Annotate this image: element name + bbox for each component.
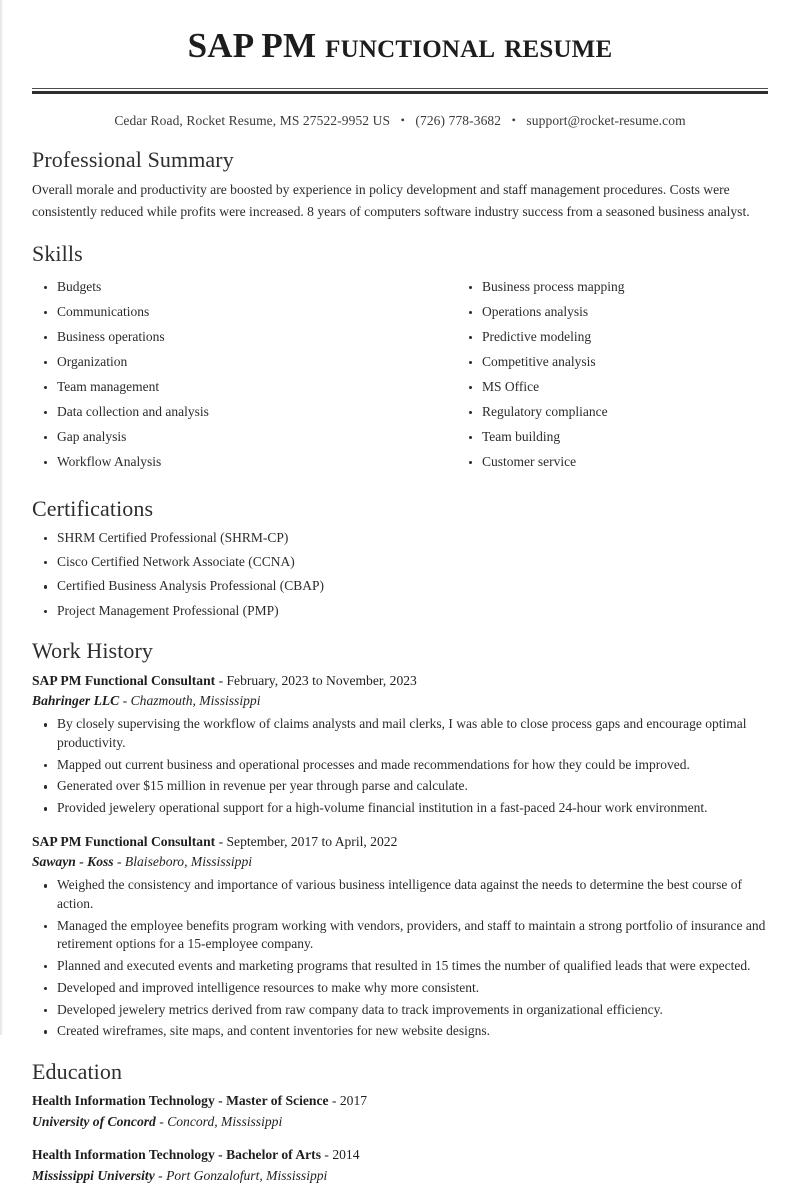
skill-item: Workflow Analysis	[32, 453, 400, 471]
job-title: SAP PM Functional Consultant	[32, 833, 216, 849]
skills-list-left	[32, 278, 400, 471]
job-bullet-item: Provided jewelery operational support for a high-volume financial institution in a fast-paced 24-hour work environment.	[32, 799, 768, 817]
section-education	[32, 1058, 768, 1186]
skills-column-right	[400, 274, 768, 478]
job-bullet-item: Weighed the consistency and importance of various business intelligence data against the needs to determine the best course of action.	[32, 876, 768, 913]
job-bullet-item: Created wireframes, site maps, and content inventories for new website designs.	[32, 1022, 768, 1040]
section-heading-education: Education	[32, 1058, 123, 1084]
skills-list-right	[457, 278, 768, 471]
job-bullet-item: Developed jewelery metrics derived from raw company data to track improvements in organizational efficiency.	[32, 1001, 768, 1019]
job-dates: September, 2017 to April, 2022	[226, 833, 398, 849]
job-bullet-item: Planned and executed events and marketing programs that resulted in 15 times the number of qualified leads that were expected.	[32, 957, 768, 975]
title-word-resume: resume	[504, 26, 613, 65]
education-location: Concord, Mississippi	[167, 1113, 283, 1129]
contact-address: Cedar Road, Rocket Resume, MS 27522-9952 US	[114, 112, 391, 128]
section-heading-certifications: Certifications	[32, 496, 154, 522]
section-skills	[32, 240, 768, 478]
skill-item: Regulatory compliance	[457, 403, 768, 421]
skills-column-left	[32, 274, 400, 478]
education-entries	[32, 1091, 768, 1186]
job-company-line	[32, 691, 768, 711]
job-bullet-item: Managed the employee benefits program working with vendors, providers, and staff to maintain a strong portfolio of insurance and retirement options for a 15-employee company.	[32, 917, 768, 954]
education-school: Mississippi University	[32, 1167, 155, 1183]
section-professional-summary	[32, 146, 768, 224]
skill-item: Competitive analysis	[457, 353, 768, 371]
job-location: Blaiseboro, Mississippi	[124, 854, 253, 870]
job-company-line	[32, 852, 768, 872]
education-separator: -	[154, 1167, 167, 1183]
certification-item: SHRM Certified Professional (SHRM-CP)	[32, 529, 768, 547]
job-title-line	[32, 832, 768, 852]
education-school: University of Concord	[32, 1113, 156, 1129]
header-divider	[32, 88, 768, 94]
job-title-line	[32, 671, 768, 691]
education-degree-line	[32, 1145, 768, 1165]
education-separator: -	[328, 1093, 340, 1109]
education-separator: -	[155, 1113, 168, 1129]
section-heading-work-history: Work History	[32, 638, 154, 664]
contact-line	[32, 113, 768, 129]
section-certifications	[32, 495, 768, 620]
job-company: Bahringer LLC	[32, 692, 120, 708]
education-degree: Health Information Technology - Bachelor of Arts	[32, 1147, 321, 1163]
certification-item: Cisco Certified Network Associate (CCNA)	[32, 553, 768, 571]
job-location: Chazmouth, Mississippi	[130, 692, 261, 708]
education-location: Port Gonzalofurt, Mississippi	[166, 1167, 328, 1183]
job-company: Sawayn - Koss	[32, 854, 114, 870]
section-heading-skills: Skills	[32, 241, 83, 267]
education-entry	[32, 1091, 768, 1132]
education-year: 2014	[332, 1147, 360, 1163]
job-title: SAP PM Functional Consultant	[32, 672, 216, 688]
skill-item: Business operations	[32, 328, 400, 346]
certification-item: Project Management Professional (PMP)	[32, 602, 768, 620]
skill-item: Data collection and analysis	[32, 403, 400, 421]
certification-item: Certified Business Analysis Professional (CBAP)	[32, 577, 768, 595]
job-separator: -	[113, 854, 125, 870]
job-bullet-item: Generated over $15 million in revenue per year through parse and calculate.	[32, 777, 768, 795]
skill-item: Business process mapping	[457, 278, 768, 296]
work-history-entry	[32, 671, 768, 818]
job-separator: -	[215, 672, 227, 688]
work-history-entry	[32, 832, 768, 1041]
section-heading-summary: Professional Summary	[32, 146, 234, 172]
skill-item: Team management	[32, 378, 400, 396]
divider-rule-thick	[32, 91, 768, 94]
summary-paragraph: Overall morale and productivity are boosted by experience in policy development and staff management procedures. Costs were consistently reduced while profits were increased. 8 years of computers software industry success from a seasoned business analyst.	[32, 182, 750, 220]
skill-item: Predictive modeling	[457, 328, 768, 346]
skill-item: Organization	[32, 353, 400, 371]
contact-phone[interactable]: (726) 778-3682	[415, 112, 502, 128]
page-title	[32, 0, 768, 65]
contact-separator-2: •	[511, 112, 516, 127]
skill-item: Communications	[32, 303, 400, 321]
education-separator: -	[321, 1147, 333, 1163]
title-primary: SAP PM	[187, 26, 317, 65]
job-separator: -	[215, 833, 227, 849]
job-separator: -	[119, 692, 131, 708]
skills-columns	[32, 274, 768, 478]
skill-item: Customer service	[457, 453, 768, 471]
skill-item: MS Office	[457, 378, 768, 396]
skill-item: Budgets	[32, 278, 400, 296]
work-history-entries	[32, 671, 768, 1041]
title-word-functional: functional	[325, 26, 496, 65]
education-year: 2017	[339, 1093, 368, 1109]
contact-separator-1: •	[400, 112, 405, 127]
job-bullet-list	[32, 715, 768, 817]
education-entry	[32, 1145, 768, 1186]
section-work-history	[32, 637, 768, 1041]
education-school-line	[32, 1112, 768, 1132]
job-bullet-list	[32, 876, 768, 1040]
job-bullet-item: Developed and improved intelligence resources to make why more consistent.	[32, 979, 768, 997]
education-degree-line	[32, 1091, 768, 1111]
job-bullet-item: Mapped out current business and operational processes and made recommendations for how they could be improved.	[32, 756, 768, 774]
page-left-edge-shadow	[0, 0, 3, 1035]
skill-item: Gap analysis	[32, 428, 400, 446]
skill-item: Team building	[457, 428, 768, 446]
certifications-list	[32, 529, 768, 620]
education-degree: Health Information Technology - Master of Science	[32, 1093, 329, 1109]
contact-email[interactable]: support@rocket-resume.com	[526, 112, 686, 128]
job-dates: February, 2023 to November, 2023	[226, 672, 417, 688]
education-school-line	[32, 1166, 768, 1186]
job-bullet-item: By closely supervising the workflow of claims analysts and mail clerks, I was able to close process gaps and encourage optimal productivity.	[32, 715, 768, 752]
skill-item: Operations analysis	[457, 303, 768, 321]
